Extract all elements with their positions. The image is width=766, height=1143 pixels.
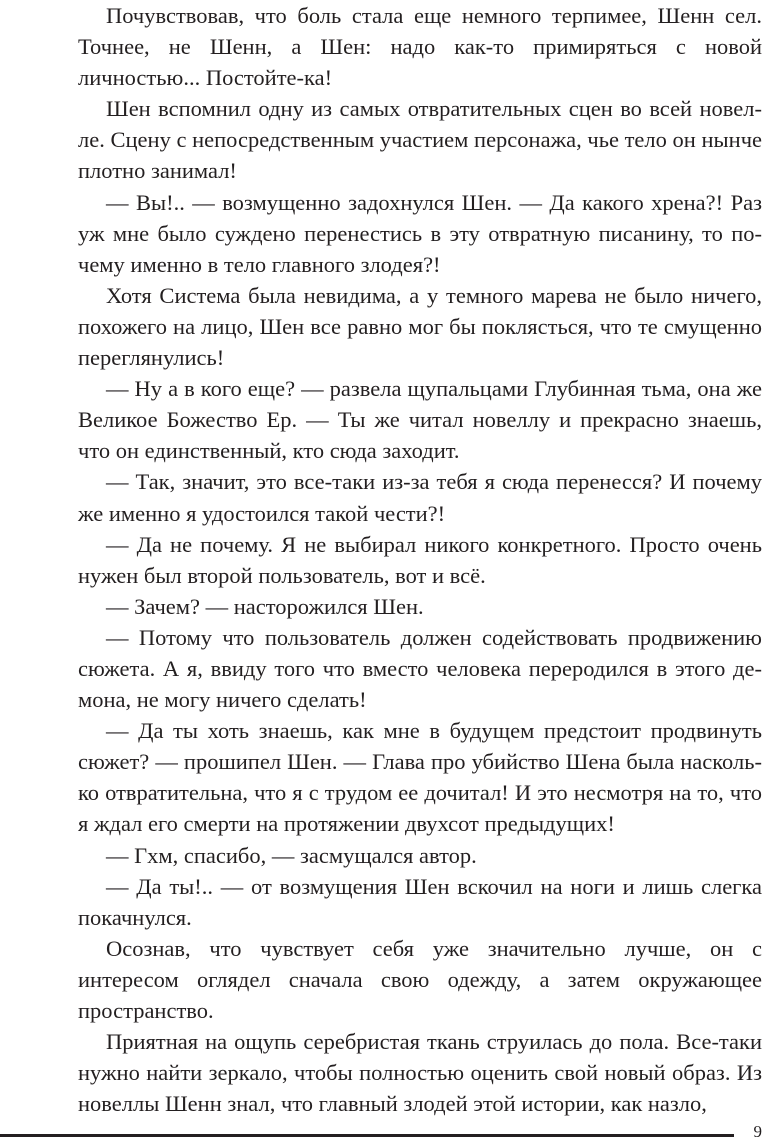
paragraph: — Потому что пользователь должен содействовать продвижению сюжета. А я, ввиду того что вместо человека переродился в этого демона, не могу ничего сделать! xyxy=(78,624,762,713)
paragraph: — Ну а в кого еще? — развела щупальцами Глубинная тьма, она же Великое Божество Ер. — Ты же читал новеллу и прекрасно знаешь, что он единственный, кто сюда заходит. xyxy=(78,376,762,464)
paragraph: — Да ты!.. — от возмущения Шен вскочил на ноги и лишь слегка покачнулся. xyxy=(78,873,762,930)
paragraph: — Да ты хоть знаешь, как мне в будущем предстоит продвинуть сюжет? — прошипел Шен. — Глава про убийство Шена была насколько отвратительна, что я с трудом ее дочитал! И это несмотря на то, что я ждал его смерти на протяжении двухсот предыдущих! xyxy=(78,718,762,837)
body-text xyxy=(78,0,762,1119)
paragraph: — Да не почему. Я не выбирал никого конкретного. Просто очень нужен был второй пользователь, вот и всё. xyxy=(78,531,762,588)
paragraph: — Гхм, спасибо, — засмущался автор. xyxy=(106,842,477,868)
page-number: 9 xyxy=(753,1122,762,1141)
footer-rule xyxy=(0,1134,734,1137)
paragraph: — Зачем? — насторожился Шен. xyxy=(106,593,424,619)
paragraph: Хотя Система была невидима, а у темного марева не было ничего, похожего на лицо, Шен все равно мог бы поклясться, что те смущенно переглянулись! xyxy=(78,282,762,371)
paragraph: Приятная на ощупь серебристая ткань струилась до пола. Все-таки нужно найти зеркало, чтобы полностью оценить свой новый образ. Из новеллы Шенн знал, что главный злодей этой истории, как назло, xyxy=(78,1029,762,1117)
paragraph: — Так, значит, это все-таки из-за тебя я сюда перенесся? И почему же именно я удостоился такой чести?! xyxy=(78,469,762,526)
paragraph: Шен вспомнил одну из самых отвратительных сцен во всей новелле. Сцену с непосредственным участием персонажа, чье тело он нынче плотно занимал! xyxy=(78,96,762,184)
paragraph: — Вы!.. — возмущенно задохнулся Шен. — Да какого хрена?! Раз уж мне было суждено перенестись в эту отвратную писанину, то почему именно в тело главного злодея?! xyxy=(78,189,762,277)
paragraph: Осознав, что чувствует себя уже значительно лучше, он с интересом оглядел сначала свою одежду, а затем окружающее пространство. xyxy=(78,935,762,1023)
paragraph: Почувствовав, что боль стала еще немного терпимее, Шенн сел. Точнее, не Шенн, а Шен: надо как-то примиряться с новой личностью... Постойте-ка! xyxy=(78,3,762,91)
